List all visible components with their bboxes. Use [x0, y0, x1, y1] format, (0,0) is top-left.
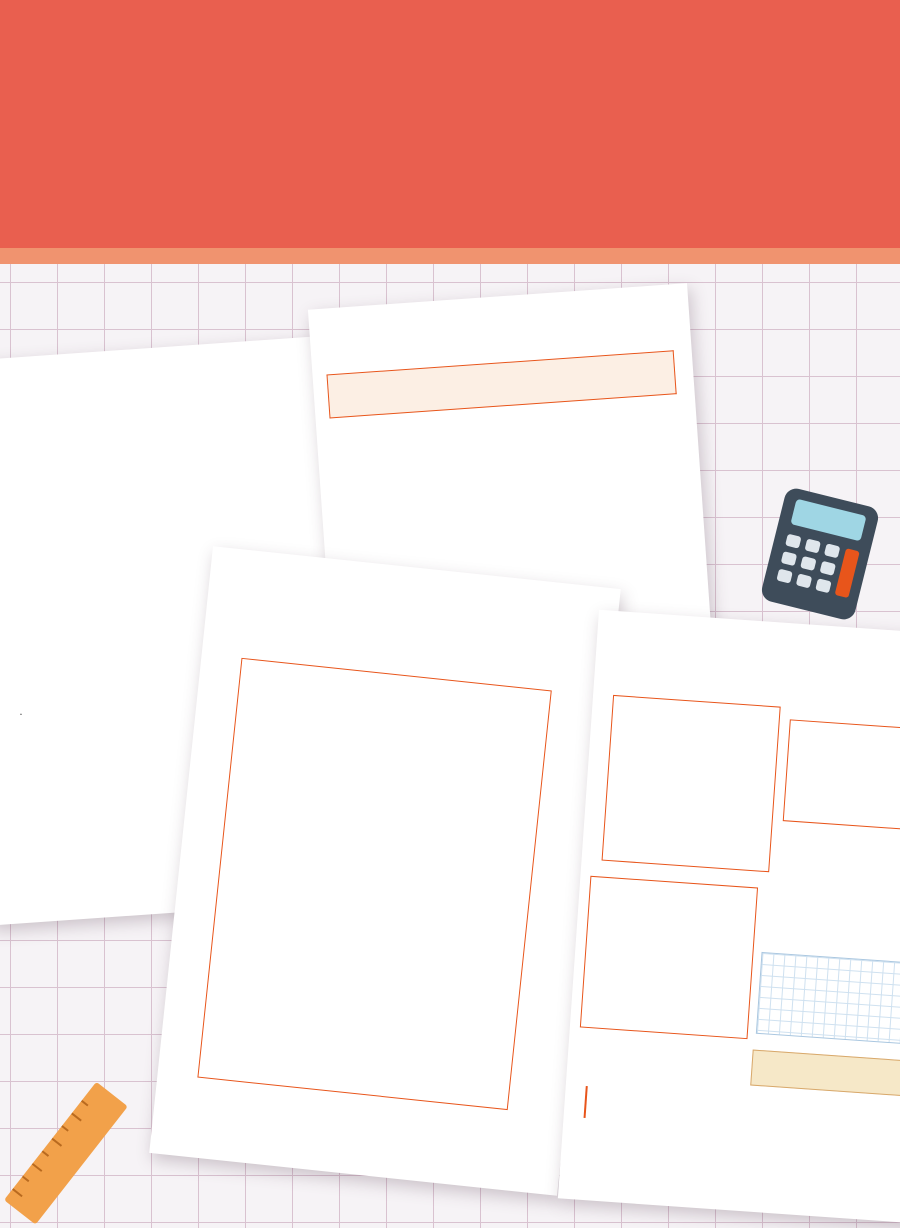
- signs-intro: [327, 351, 676, 418]
- roman-paragraph: .: [18, 705, 23, 718]
- measurement-grid: [756, 952, 900, 1046]
- length-abbr-list: [738, 755, 777, 758]
- ruler-icon: [4, 1082, 128, 1225]
- banner-shadow: [0, 248, 900, 264]
- page-title: [310, 319, 689, 346]
- page-title: [0, 357, 331, 381]
- simple-shapes-title: [242, 665, 550, 697]
- page-measures: [558, 610, 900, 1225]
- signs-table: [326, 350, 676, 418]
- geometry-intro: [254, 613, 604, 666]
- length-equivalents-box: [783, 719, 900, 833]
- length-units-title: [624, 701, 770, 711]
- header-banner: [0, 0, 900, 248]
- mass-units-title: [601, 882, 747, 892]
- page-title: [606, 648, 900, 669]
- page-geometric-shapes: [149, 546, 621, 1196]
- kilo-note: [584, 1086, 900, 1143]
- simple-shapes-box: [197, 658, 551, 1110]
- mass-units-box: [580, 876, 758, 1039]
- natural-numbers-paragraph: [0, 489, 344, 564]
- arabic-paragraph: [0, 429, 338, 470]
- calculator-icon: [757, 484, 883, 625]
- digits-paragraph: [0, 387, 335, 428]
- mass-abbr-list: [716, 936, 755, 939]
- ruler: [750, 1050, 900, 1099]
- mass-equivalents-box: [769, 831, 900, 951]
- length-units-box: [602, 695, 781, 872]
